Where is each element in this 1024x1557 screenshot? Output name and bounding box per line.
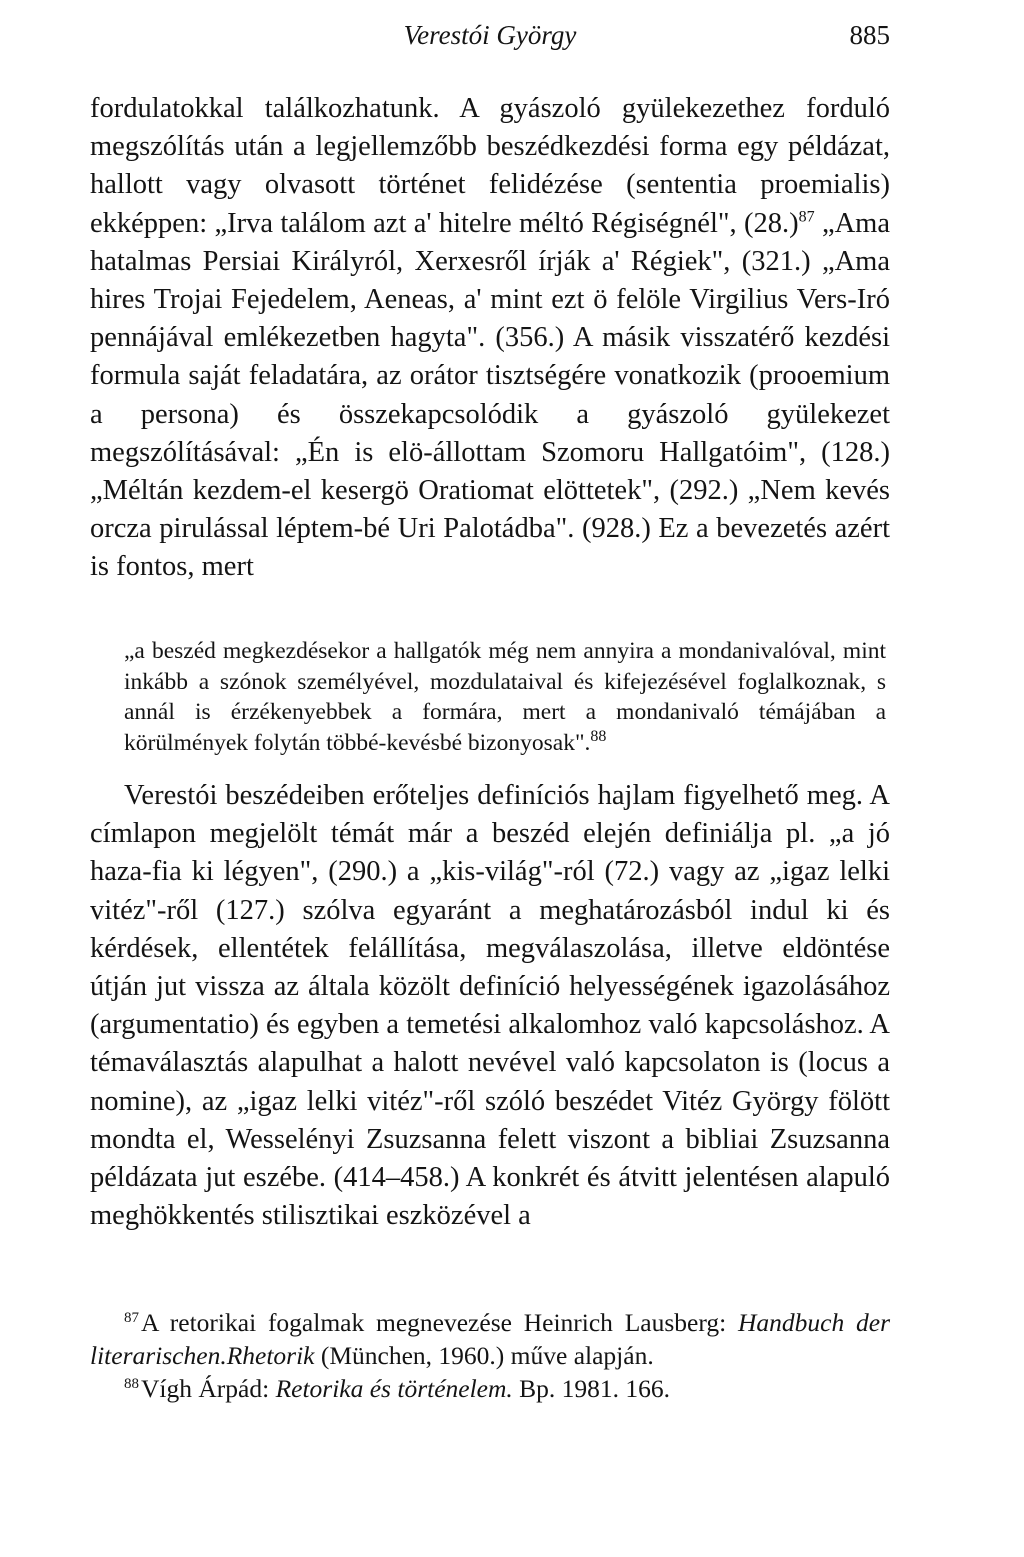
footnote-87-text-after: (München, 1960.) műve alapján. xyxy=(314,1341,654,1370)
footnote-88-title: Retorika és történelem. xyxy=(275,1374,513,1403)
page-number: 885 xyxy=(849,20,890,50)
footnote-87-mark: 87 xyxy=(124,1309,139,1326)
running-header xyxy=(90,18,890,52)
footnote-88-mark: 88 xyxy=(124,1375,139,1392)
running-title: Verestói György xyxy=(403,20,577,50)
footnotes xyxy=(90,1306,890,1405)
footnote-88-text-after: Bp. 1981. 166. xyxy=(512,1374,671,1403)
paragraph-1 xyxy=(90,90,890,587)
footnote-87 xyxy=(90,1306,890,1372)
footnote-87-title: Handbuch der literarischen.Rhetorik xyxy=(90,1308,891,1370)
footnote-88-text: Vígh Árpád: xyxy=(141,1374,276,1403)
block-quote-text: „a beszéd megkezdésekor a hallgatók még nem annyira a mondanivalóval, mint inkább a szónok személyével, mozdulataival és kifejezésével foglalkoznak, s annál is érzékenyebbek a formára, mert a mondanivaló témájában a körülmények folytán többé-kevésbé bizonyosak". xyxy=(124,638,886,756)
block-quote xyxy=(124,636,886,758)
footnote-87-text: A retorikai fogalmak megnevezése Heinrich Lausberg: xyxy=(141,1308,738,1337)
footnote-88 xyxy=(90,1372,890,1405)
paragraph-2: Verestói beszédeiben erőteljes definíciós hajlam figyelhető meg. A címlapon megjelölt témát már a beszéd elején definiálja pl. „a jó haza-fia ki légyen", (290.) a „kis-világ"-ról (72.) vagy az „igaz lelki vitéz"-ről (127.) szólva egyaránt a meghatározásból indul ki és kérdések, ellentétek felállítása, megválaszolása, illetve eldöntése útján jut vissza az általa közölt definíció helyességének igazolásához (argumentatio) és egyben a temetési alkalomhoz való kapcsoláshoz. A témaválasztás alapulhat a halott nevével való kapcsolaton is (locus a nomine), az „igaz lelki vitéz"-ről szóló beszédet Vitéz György fölött mondta el, Wesselényi Zsuzsanna felett viszont a bibliai Zsuzsanna példázata jut eszébe. (414–458.) A konkrét és átvitt jelentésen alapuló meghökkentés stilisztikai eszközével a xyxy=(90,780,890,1232)
note-ref-87[interactable]: 87 xyxy=(798,208,815,226)
note-ref-88[interactable]: 88 xyxy=(590,727,607,745)
paragraph-1-text: fordulatokkal találkozhatunk. A gyászoló gyülekezethez forduló megszólítás után a legjellemzőbb beszédkezdési forma egy példázat, hallott vagy olvasott történet felidézése (sententia proemialis) ekképpen: „Irva találom azt a' hitelre méltó Régiségnél", (28.) xyxy=(90,93,890,239)
paragraph-1-text-continued: „Ama hatalmas Persiai Királyról, Xerxesről írják a' Régiek", (321.) „Ama hires Trojai Fejedelem, Aeneas, a' mint ezt ö felöle Virgilius Vers-Iró pennájával emlékezetben hagyta". (356.) A másik visszatérő kezdési formula saját feladatára, az orátor tisztségére vonatkozik (prooemium a persona) és összekapcsolódik a gyászoló gyülekezet megszólításával: „Én is elö-állottam Szomoru Hallgatóim", (128.) „Méltán kezdem-el kesergö Oratiomat elöttetek", (292.) „Nem kevés orcza pirulással léptem-bé Uri Palotádba". (928.) Ez a bevezetés azért is fontos, mert xyxy=(90,207,890,583)
